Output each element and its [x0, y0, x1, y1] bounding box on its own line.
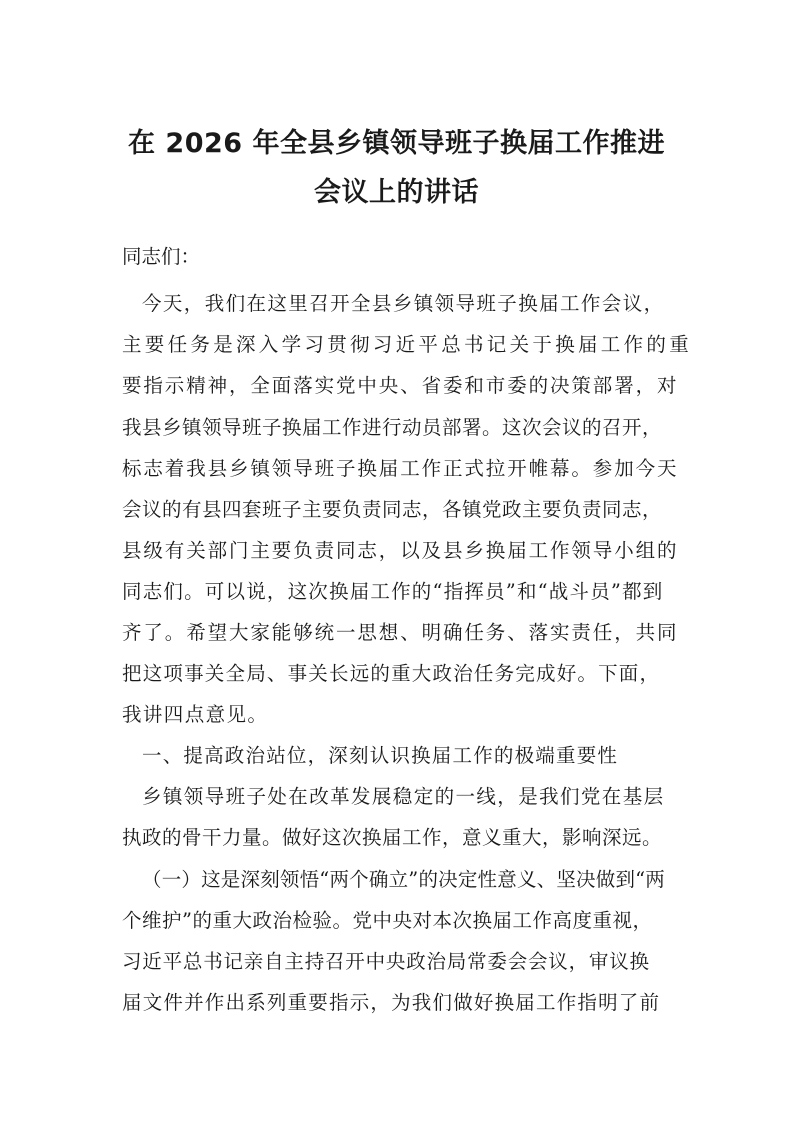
body-line: 把这项事关全局、事关长远的重大政治任务完成好。下面，	[122, 662, 661, 685]
body-line: 同志们。可以说，这次换届工作的“指挥员”和“战斗员”都到	[122, 580, 664, 603]
body-line: 我县乡镇领导班子换届工作进行动员部署。这次会议的召开，	[122, 416, 663, 439]
body-line: 乡镇领导班子处在改革发展稳定的一线，是我们党在基层	[142, 785, 665, 808]
document-title-line-1: 在 2026 年全县乡镇领导班子换届工作推进	[128, 128, 665, 159]
document-title-line-2: 会议上的讲话	[314, 177, 479, 208]
body-line: 县级有关部门主要负责同志，以及县乡换届工作领导小组的	[122, 539, 679, 562]
section-heading: 一、提高政治站位，深刻认识换届工作的极端重要性	[142, 744, 619, 767]
body-line: 今天，我们在这里召开全县乡镇领导班子换届工作会议，	[142, 292, 665, 315]
body-line: 会议的有县四套班子主要负责同志，各镇党政主要负责同志，	[122, 498, 663, 521]
body-line: 届文件并作出系列重要指示，为我们做好换届工作指明了前	[122, 991, 661, 1014]
body-line: 习近平总书记亲自主持召开中央政治局常委会会议，审议换	[122, 950, 650, 973]
body-line: 我讲四点意见。	[122, 703, 269, 726]
body-line: 主要任务是深入学习贯彻习近平总书记关于换届工作的重	[122, 333, 693, 356]
body-line: 要指示精神，全面落实党中央、省委和市委的决策部署，对	[122, 374, 679, 397]
body-line: 执政的骨干力量。做好这次换届工作，意义重大，影响深远。	[122, 826, 663, 849]
body-line: 标志着我县乡镇领导班子换届工作正式拉开帷幕。参加今天	[122, 457, 679, 480]
body-line: 个维护”的重大政治检验。党中央对本次换届工作高度重视，	[122, 909, 653, 932]
subsection-heading: （一）这是深刻领悟“两个确立”的决定性意义、坚决做到“两	[142, 868, 666, 891]
body-line: 齐了。希望大家能够统一思想、明确任务、落实责任，共同	[122, 621, 679, 644]
salutation: 同志们：	[122, 245, 201, 268]
